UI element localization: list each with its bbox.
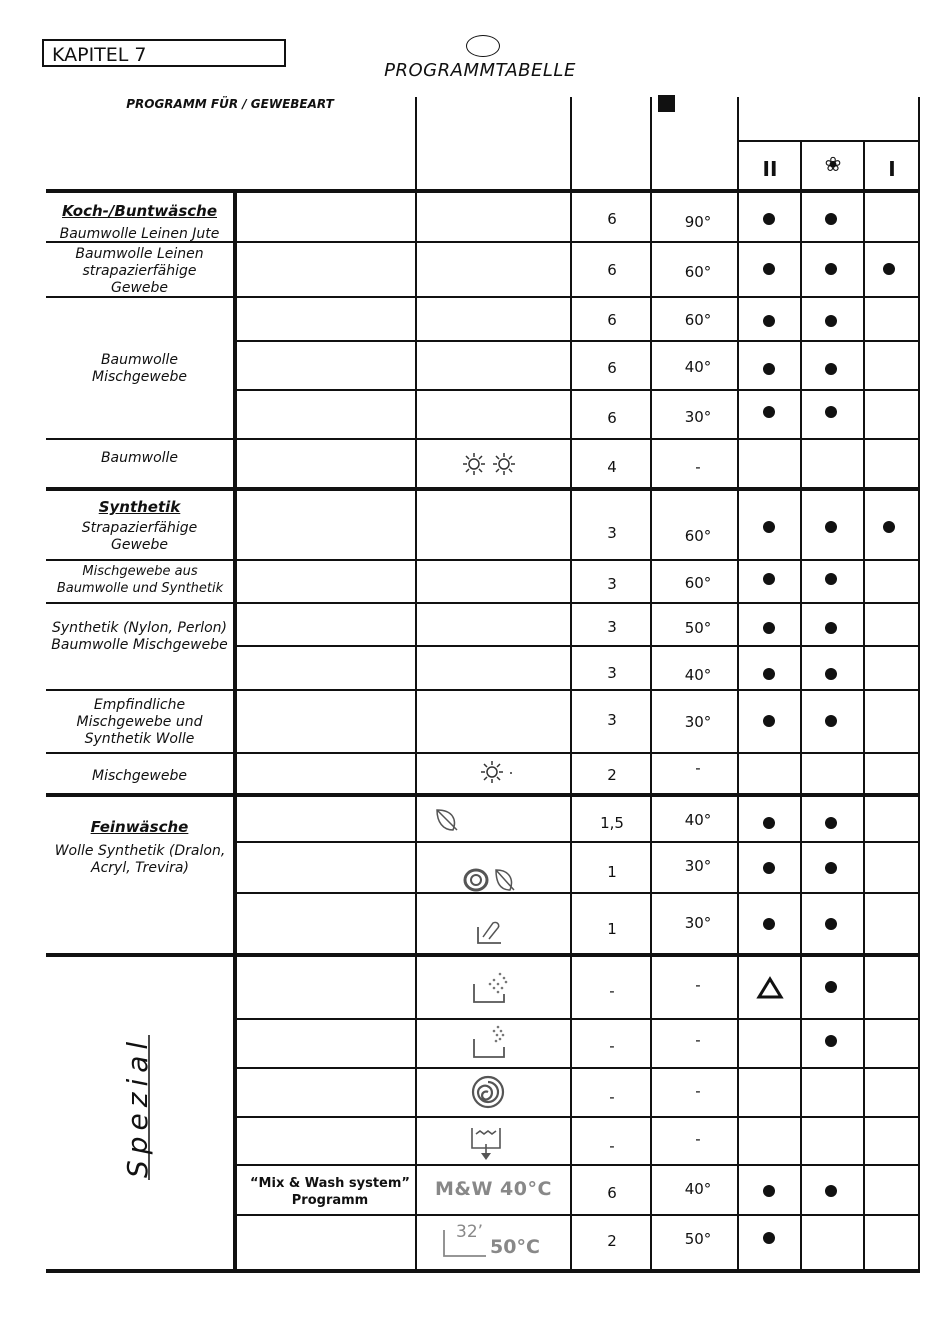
cat-koch-sub2: Baumwolle Leinen strapazierfähige Gewebe [75,246,204,296]
temp-value: 40° [684,666,712,684]
temp-value: 40° [684,811,712,829]
temp-value: - [695,976,701,994]
mark-dot [825,918,837,930]
hline [737,140,919,142]
mark-dot [763,263,775,275]
square-marker [658,95,675,112]
temp-value: 60° [684,263,712,281]
temp-value: - [695,1031,701,1049]
mark-dot [763,315,775,327]
vline [800,140,802,1272]
cat-fein-title: Feinwäsche [90,818,189,836]
mark-dot [763,817,775,829]
section-rule [46,189,920,193]
load-value: 6 [607,311,617,329]
sun-sun-icon [460,449,520,479]
language-oval [466,35,500,57]
section-rule [46,1269,920,1273]
load-value: 3 [607,524,617,542]
cat-baumwolle: Baumwolle [100,450,179,466]
vline [863,140,865,1272]
mark-dot [825,1035,837,1047]
mark-dot [825,213,837,225]
temp-value: 50° [684,619,712,637]
load-value: 1,5 [600,814,624,832]
mark-dot [763,1185,775,1197]
vline [918,97,920,1272]
mix-wash-label: “Mix & Wash system” Programm [250,1176,410,1208]
cat-mischgewebe: Mischgewebe [92,768,187,784]
mark-dot [763,918,775,930]
softener-icon [470,1023,512,1063]
col-icon-main: I [888,157,896,181]
triangle-icon [756,976,784,1000]
load-value: 6 [607,210,617,228]
load-value: - [609,982,615,1000]
temp-value: - [695,458,701,476]
vline [415,97,417,1272]
chapter-box: KAPITEL 7 [42,39,286,67]
cat-koch-title: Koch-/Buntwäsche [62,202,217,220]
mw-icon: M&W 40°C [435,1178,552,1200]
mark-dot [763,1232,775,1244]
mark-dot [825,981,837,993]
mark-dot [825,1185,837,1197]
mark-dot [825,263,837,275]
load-value: 2 [607,1232,617,1250]
mark-dot [763,363,775,375]
mark-dot [763,573,775,585]
mark-dot [825,573,837,585]
vline-thick [233,192,237,1272]
mark-dot [763,622,775,634]
section-rule [46,793,920,797]
mark-dot [825,521,837,533]
temp-value: 60° [684,527,712,545]
mark-dot [883,521,895,533]
svg-text:Spezial: Spezial [121,1035,154,1178]
temp-value: 30° [684,408,712,426]
load-value: 3 [607,575,617,593]
temp-value: - [695,1082,701,1100]
cat-syn-sub4: Empfindliche Mischgewebe und Synthetik Wolle [76,697,203,747]
quickwash-icon: 32’ 50°C [440,1222,550,1262]
temp-value: 90° [684,213,712,231]
temp-value: 60° [684,311,712,329]
temp-value: - [695,1130,701,1148]
cat-syn-sub3: Synthetik (Nylon, Perlon) Baumwolle Mischgewebe [51,620,228,653]
temp-value: 30° [684,857,712,875]
load-value: - [609,1137,615,1155]
load-value: 6 [607,409,617,427]
mark-dot [825,622,837,634]
mark-dot [825,363,837,375]
mark-dot [825,315,837,327]
mark-dot [763,521,775,533]
leaf-icon [433,806,461,834]
cat-syn-sub1: Strapazierfähige Gewebe [81,520,198,553]
cat-koch-sub1: Baumwolle Leinen Jute [59,226,220,242]
temp-value: 30° [684,914,712,932]
load-value: 4 [607,458,617,476]
section-rule [46,487,920,491]
cat-fein-sub: Wolle Synthetik (Dralon, Acryl, Trevira) [54,843,226,876]
mark-dot [763,715,775,727]
mark-dot [763,668,775,680]
spin-icon [470,1074,510,1110]
page-title: PROGRAMMTABELLE [384,60,576,81]
column-label-program: PROGRAMM FÜR / GEWEBEART [126,97,334,111]
cat-baumwolle-misch: Baumwolle Mischgewebe [92,352,187,385]
load-value: 3 [607,664,617,682]
temp-value: 50° [684,1230,712,1248]
mark-dot [825,817,837,829]
mark-dot [825,668,837,680]
rinse-icon [470,968,512,1008]
load-value: 6 [607,1184,617,1202]
temp-value: - [695,759,701,777]
load-value: - [609,1037,615,1055]
load-value: 6 [607,261,617,279]
col-icon-softener: ❀ [824,152,842,176]
load-value: - [609,1088,615,1106]
mark-dot [763,862,775,874]
temp-value: 40° [684,1180,712,1198]
cat-syn-sub2: Mischgewebe aus Baumwolle und Synthetik [56,564,224,596]
load-value: 3 [607,618,617,636]
cat-syn-title: Synthetik [98,498,181,516]
load-value: 2 [607,766,617,784]
drain-icon [468,1124,508,1162]
load-value: 6 [607,359,617,377]
mark-dot [825,862,837,874]
section-rule [46,953,920,957]
wool-leaf-icon [462,864,522,894]
handwash-icon [475,917,507,947]
mark-dot [825,406,837,418]
mark-dot [763,213,775,225]
sun-icon [478,757,518,787]
mark-dot [883,263,895,275]
mark-dot [825,715,837,727]
load-value: 1 [607,863,617,881]
temp-value: 60° [684,574,712,592]
spezial-label [105,1030,165,1180]
load-value: 3 [607,711,617,729]
load-value: 1 [607,920,617,938]
col-icon-prewash: II [762,157,778,181]
mark-dot [763,406,775,418]
temp-value: 40° [684,358,712,376]
temp-value: 30° [684,713,712,731]
